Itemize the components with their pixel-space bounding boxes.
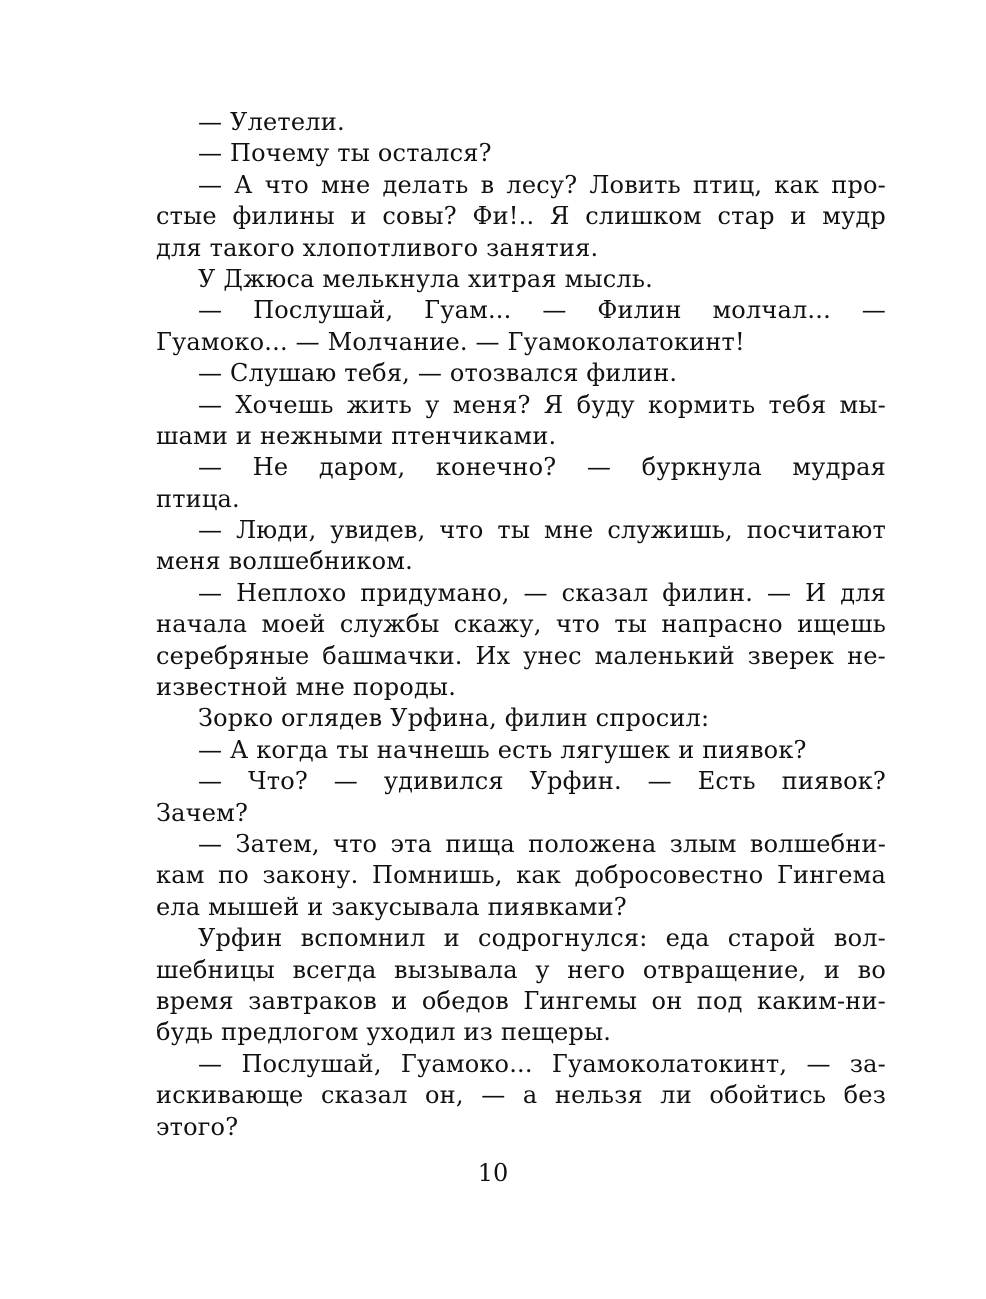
text-line: стые филины и совы? Фи!.. Я слишком стар и мудр — [156, 202, 886, 231]
page-number: 10 — [477, 1159, 509, 1187]
text-line: — Не даром, конечно? — буркнула мудрая — [198, 453, 886, 482]
text-line: — Неплохо придумано, — сказал филин. — И для — [198, 578, 886, 607]
text-line: этого? — [156, 1112, 239, 1141]
text-line: — Слушаю тебя, — отозвался филин. — [198, 359, 678, 388]
text-line: известной мне породы. — [156, 673, 457, 702]
text-line: — Люди, увидев, что ты мне служишь, посчитают — [198, 516, 886, 545]
text-line: — Послушай, Гуам... — Филин молчал... — — [198, 296, 886, 325]
text-line: — Хочешь жить у меня? Я буду кормить тебя мы- — [198, 390, 886, 419]
text-line: Гуамоко... — Молчание. — Гуамоколатокинт! — [156, 327, 745, 356]
text-line: птица. — [156, 484, 240, 513]
text-line: — А когда ты начнешь есть лягушек и пиявок? — [198, 735, 807, 764]
text-line: — Улетели. — [198, 108, 345, 136]
text-line: для такого хлопотливого занятия. — [156, 233, 599, 262]
text-line: Зачем? — [156, 798, 249, 827]
text-line: серебряные башмачки. Их унес маленький зверек не- — [156, 641, 886, 670]
text-line: начала моей службы скажу, что ты напрасно ищешь — [156, 610, 886, 639]
text-line: — Что? — удивился Урфин. — Есть пиявок? — [198, 767, 886, 796]
text-line: — Почему ты остался? — [198, 139, 492, 168]
text-line: — Затем, что эта пища положена злым волшебни- — [198, 829, 886, 858]
text-line: Зорко оглядев Урфина, филин спросил: — [198, 704, 710, 733]
text-line: шами и нежными птенчиками. — [156, 421, 557, 450]
text-line: меня волшебником. — [156, 547, 413, 576]
text-line: — А что мне делать в лесу? Ловить птиц, как про- — [198, 170, 886, 199]
text-line: искивающе сказал он, — а нельзя ли обойтись без — [156, 1081, 886, 1110]
text-line: шебницы всегда вызывала у него отвращение, и во — [156, 955, 886, 984]
text-line: У Джюса мелькнула хитрая мысль. — [198, 264, 653, 293]
text-line: ела мышей и закусывала пиявками? — [156, 892, 627, 921]
text-line: Урфин вспомнил и содрогнулся: еда старой вол- — [198, 924, 886, 953]
text-line: время завтраков и обедов Гингемы он под каким-ни- — [156, 986, 886, 1015]
text-line: — Послушай, Гуамоко... Гуамоколатокинт, — за- — [198, 1049, 886, 1078]
body-text — [156, 107, 886, 1143]
text-line: будь предлогом уходил из пещеры. — [156, 1018, 612, 1047]
text-line: кам по закону. Помнишь, как добросовестно Гингема — [156, 861, 886, 890]
